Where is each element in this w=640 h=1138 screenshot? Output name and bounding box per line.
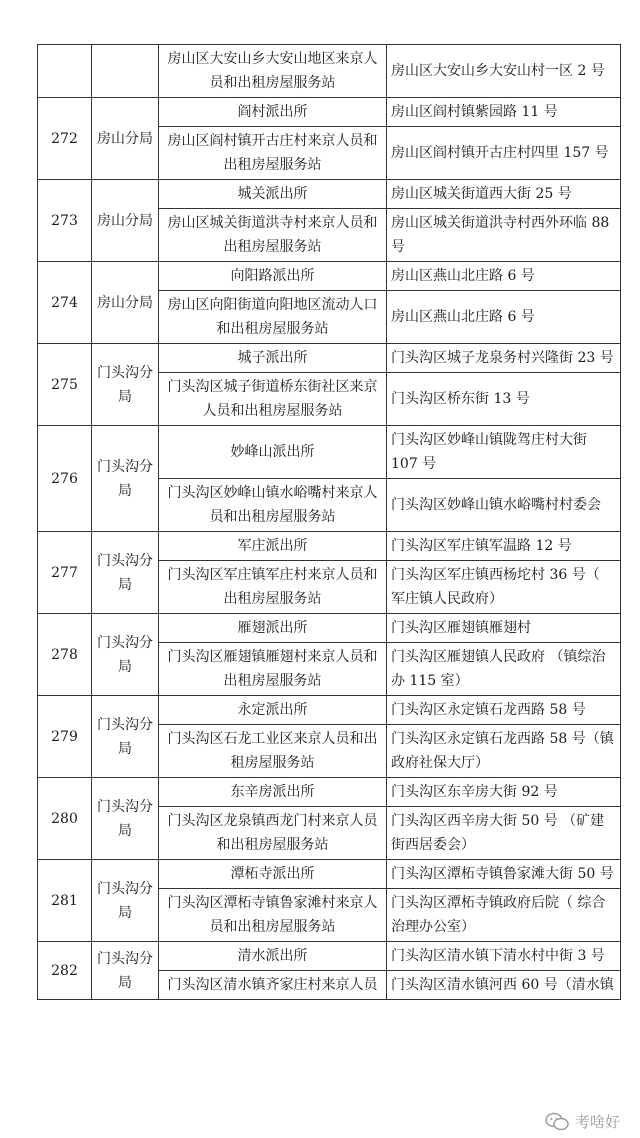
table-row bbox=[38, 426, 621, 479]
service-station-address: 房山区城关街道洪寺村西外环临 88 号 bbox=[387, 209, 621, 262]
station-address: 门头沟区潭柘寺镇鲁家滩大街 50 号 bbox=[387, 860, 621, 889]
service-station-name: 门头沟区潭柘寺镇鲁家滩村来京人员和出租房屋服务站 bbox=[159, 889, 387, 942]
station-name: 清水派出所 bbox=[159, 942, 387, 971]
unit-address: 房山区大安山乡大安山村一区 2 号 bbox=[387, 45, 621, 98]
row-number: 279 bbox=[38, 696, 92, 778]
row-number bbox=[38, 45, 92, 98]
row-number: 276 bbox=[38, 426, 92, 532]
row-number: 280 bbox=[38, 778, 92, 860]
police-station-table bbox=[37, 44, 620, 1000]
table-row bbox=[38, 614, 621, 643]
row-number: 272 bbox=[38, 98, 92, 180]
service-station-name: 门头沟区清水镇齐家庄村来京人员 bbox=[159, 971, 387, 1000]
row-number: 273 bbox=[38, 180, 92, 262]
watermark bbox=[545, 1111, 620, 1132]
station-address: 门头沟区清水镇下清水村中街 3 号 bbox=[387, 942, 621, 971]
unit-name: 房山区大安山乡大安山地区来京人员和出租房屋服务站 bbox=[159, 45, 387, 98]
data-table bbox=[37, 44, 621, 1000]
station-address: 门头沟区雁翅镇雁翅村 bbox=[387, 614, 621, 643]
row-number: 274 bbox=[38, 262, 92, 344]
service-station-name: 门头沟区妙峰山镇水峪嘴村来京人员和出租房屋服务站 bbox=[159, 479, 387, 532]
bureau-cell: 门头沟分局 bbox=[92, 778, 159, 860]
bureau-cell: 门头沟分局 bbox=[92, 344, 159, 426]
bureau-cell: 房山分局 bbox=[92, 180, 159, 262]
bureau-cell: 门头沟分局 bbox=[92, 532, 159, 614]
table-row bbox=[38, 98, 621, 127]
station-name: 永定派出所 bbox=[159, 696, 387, 725]
station-name: 向阳路派出所 bbox=[159, 262, 387, 291]
bureau-cell: 门头沟分局 bbox=[92, 426, 159, 532]
service-station-address: 门头沟区西辛房大街 50 号 （矿建街西居委会） bbox=[387, 807, 621, 860]
table-row bbox=[38, 942, 621, 971]
table-row bbox=[38, 532, 621, 561]
service-station-name: 房山区城关街道洪寺村来京人员和出租房屋服务站 bbox=[159, 209, 387, 262]
service-station-name: 门头沟区龙泉镇西龙门村来京人员和出租房屋服务站 bbox=[159, 807, 387, 860]
bureau-cell: 门头沟分局 bbox=[92, 860, 159, 942]
service-station-name: 门头沟区军庄镇军庄村来京人员和出租房屋服务站 bbox=[159, 561, 387, 614]
service-station-name: 门头沟区石龙工业区来京人员和出租房屋服务站 bbox=[159, 725, 387, 778]
service-station-name: 房山区阎村镇开古庄村来京人员和出租房屋服务站 bbox=[159, 127, 387, 180]
row-number: 281 bbox=[38, 860, 92, 942]
station-address: 房山区阎村镇紫园路 11 号 bbox=[387, 98, 621, 127]
bureau-cell bbox=[92, 45, 159, 98]
service-station-address: 门头沟区清水镇河西 60 号（清水镇 bbox=[387, 971, 621, 1000]
wechat-icon bbox=[545, 1112, 569, 1132]
station-name: 城关派出所 bbox=[159, 180, 387, 209]
service-station-address: 门头沟区雁翅镇人民政府 （镇综治办 115 室） bbox=[387, 643, 621, 696]
station-name: 潭柘寺派出所 bbox=[159, 860, 387, 889]
table-row bbox=[38, 696, 621, 725]
service-station-address: 门头沟区妙峰山镇水峪嘴村村委会 bbox=[387, 479, 621, 532]
row-number: 275 bbox=[38, 344, 92, 426]
table-row bbox=[38, 778, 621, 807]
station-address: 门头沟区城子龙泉务村兴隆街 23 号 bbox=[387, 344, 621, 373]
station-address: 门头沟区妙峰山镇陇驾庄村大街 107 号 bbox=[387, 426, 621, 479]
row-number: 277 bbox=[38, 532, 92, 614]
service-station-address: 门头沟区永定镇石龙西路 58 号（镇政府社保大厅） bbox=[387, 725, 621, 778]
service-station-address: 门头沟区潭柘寺镇政府后院（ 综合治理办公室） bbox=[387, 889, 621, 942]
station-name: 城子派出所 bbox=[159, 344, 387, 373]
station-name: 军庄派出所 bbox=[159, 532, 387, 561]
bureau-cell: 房山分局 bbox=[92, 98, 159, 180]
bureau-cell: 门头沟分局 bbox=[92, 696, 159, 778]
bureau-cell: 门头沟分局 bbox=[92, 614, 159, 696]
station-name: 妙峰山派出所 bbox=[159, 426, 387, 479]
service-station-address: 房山区阎村镇开古庄村四里 157 号 bbox=[387, 127, 621, 180]
table-row bbox=[38, 860, 621, 889]
service-station-address: 门头沟区军庄镇西杨坨村 36 号（ 军庄镇人民政府） bbox=[387, 561, 621, 614]
row-number: 282 bbox=[38, 942, 92, 1000]
service-station-address: 房山区燕山北庄路 6 号 bbox=[387, 291, 621, 344]
table-row bbox=[38, 344, 621, 373]
bureau-cell: 房山分局 bbox=[92, 262, 159, 344]
service-station-address: 门头沟区桥东街 13 号 bbox=[387, 373, 621, 426]
station-address: 门头沟区军庄镇军温路 12 号 bbox=[387, 532, 621, 561]
station-address: 门头沟区东辛房大街 92 号 bbox=[387, 778, 621, 807]
row-number: 278 bbox=[38, 614, 92, 696]
bureau-cell: 门头沟分局 bbox=[92, 942, 159, 1000]
station-address: 房山区燕山北庄路 6 号 bbox=[387, 262, 621, 291]
table-row bbox=[38, 180, 621, 209]
service-station-name: 门头沟区雁翅镇雁翅村来京人员和出租房屋服务站 bbox=[159, 643, 387, 696]
station-name: 雁翅派出所 bbox=[159, 614, 387, 643]
table-row bbox=[38, 262, 621, 291]
station-address: 房山区城关街道西大街 25 号 bbox=[387, 180, 621, 209]
station-address: 门头沟区永定镇石龙西路 58 号 bbox=[387, 696, 621, 725]
station-name: 东辛房派出所 bbox=[159, 778, 387, 807]
watermark-text: 考啥好 bbox=[574, 1113, 620, 1131]
service-station-name: 房山区向阳街道向阳地区流动人口和出租房屋服务站 bbox=[159, 291, 387, 344]
station-name: 阎村派出所 bbox=[159, 98, 387, 127]
service-station-name: 门头沟区城子街道桥东街社区来京人员和出租房屋服务站 bbox=[159, 373, 387, 426]
table-row bbox=[38, 45, 621, 98]
